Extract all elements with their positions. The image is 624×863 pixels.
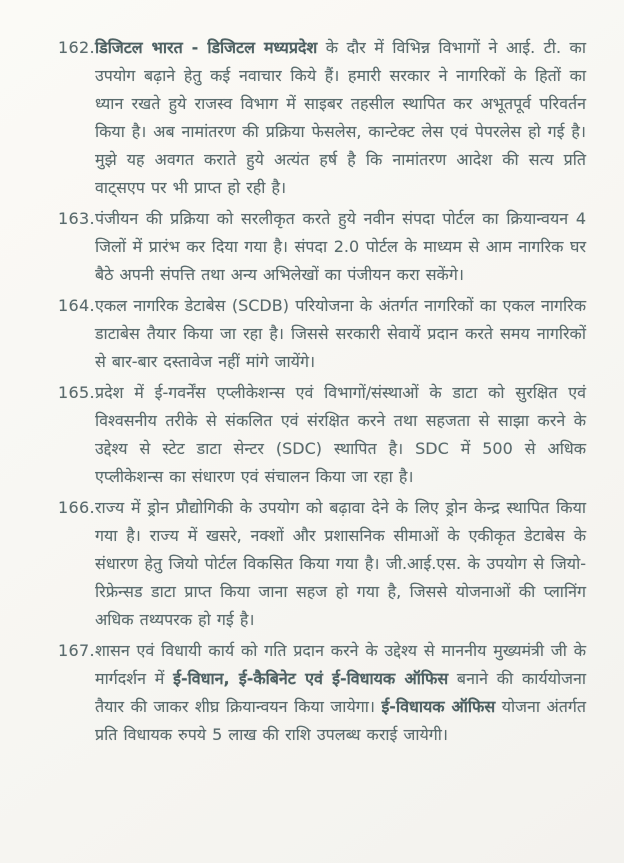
paragraph-text-segment: पंजीयन की प्रक्रिया को सरलीकृत करते हुये नवीन संपदा पोर्टल का क्रियान्वयन 4 जिलों में प्रारंभ कर दिया गया है। संपदा 2.0 पोर्टल के माध्यम से आम नागरिक घर बैठे अपनी संपत्ति तथा अन्य अभिलेखों का पंजीयन करा सकेंगे। (95, 209, 586, 284)
paragraph-text-segment: योजना अंतर्गत प्रति विधायक रुपये 5 लाख की राशि उपलब्ध कराई जायेगी। (95, 697, 587, 744)
paragraph-text (95, 379, 586, 491)
paragraph-text-segment: प्रदेश में ई-गवर्नेंस एप्लीकेशन्स एवं विभागों/संस्थाओं के डाटा को सुरक्षित एवं विश्वसनीय तरीके से संकलित एवं संरक्षित करने तथा सहजता से साझा करने के उद्देश्य से स्टेट डाटा सेन्टर (SDC) स्थापित है। SDC में 500 से अधिक एप्लीकेशन्स का संधारण एवं संचालन किया जा रहा है। (95, 383, 586, 486)
paragraph-number: 163. (58, 209, 95, 228)
paragraph-number: 164. (58, 296, 95, 315)
paragraph-text-bold-segment: डिजिटल भारत - डिजिटल मध्यप्रदेश (95, 38, 318, 57)
paragraph (58, 637, 586, 749)
paragraph-number: 165. (58, 383, 95, 402)
paragraph (58, 494, 586, 634)
paragraph-text-bold-segment: ई-विधायक ऑफिस (381, 697, 496, 716)
paragraph (58, 292, 586, 376)
paragraph-text (95, 637, 586, 749)
paragraph-text-segment: बनाने की कार्ययोजना तैयार की जाकर शीघ्र क्रियान्वयन किया जायेगा। (95, 669, 586, 716)
paragraph-text (95, 292, 586, 376)
paragraph-text (95, 494, 586, 634)
paragraph-number: 166. (58, 498, 95, 517)
paragraph-text-bold-segment: ई-विधान, ई-कैबिनेट एवं ई-विधायक ऑफिस (173, 669, 449, 688)
paragraph-number: 162. (58, 38, 95, 57)
paragraph-text-segment: शासन एवं विधायी कार्य को गति प्रदान करने के उद्देश्य से माननीय मुख्यमंत्री जी के मार्गदर्शन में (95, 641, 586, 688)
paragraph-number: 167. (58, 641, 95, 660)
paragraph-text-segment: एकल नागरिक डेटाबेस (SCDB) परियोजना के अंतर्गत नागरिकों का एकल नागरिक डाटाबेस तैयार किया जा रहा है। जिससे सरकारी सेवायें प्रदान करते समय नागरिकों से बार-बार दस्तावेज नहीं मांगे जायेंगे। (95, 296, 586, 371)
paragraph (58, 379, 586, 491)
paragraph-list (58, 34, 586, 752)
paragraph (58, 205, 586, 289)
paragraph-text (95, 34, 586, 202)
paragraph-text-segment: राज्य में ड्रोन प्रौद्योगिकी के उपयोग को बढ़ावा देने के लिए ड्रोन केन्द्र स्थापित किया गया है। राज्य में खसरे, नक्शों और प्रशासनिक सीमाओं के एकीकृत डेटाबेस के संधारण हेतु जियो पोर्टल विकसित किया गया है। जी.आई.एस. के उपयोग से जियो-रिफ्रेन्सड डाटा प्राप्त किया जाना सहज हो गया है, जिससे योजनाओं की प्लानिंग अधिक तथ्यपरक हो गई है। (95, 498, 586, 629)
paragraph (58, 34, 586, 202)
paragraph-text-segment: के दौर में विभिन्न विभागों ने आई. टी. का उपयोग बढ़ाने हेतु कई नवाचार किये हैं। हमारी सरकार ने नागरिकों के हितों का ध्यान रखते हुये राजस्व विभाग में साइबर तहसील स्थापित कर अभूतपूर्व परिवर्तन किया है। अब नामांतरण की प्रक्रिया फेसलेस, कान्टेक्ट लेस एवं पेपरलेस हो गई है। मुझे यह अवगत कराते हुये अत्यंत हर्ष है कि नामांतरण आदेश की सत्य प्रति वाट्सएप पर भी प्राप्त हो रही है। (95, 38, 586, 197)
paragraph-text (95, 205, 586, 289)
